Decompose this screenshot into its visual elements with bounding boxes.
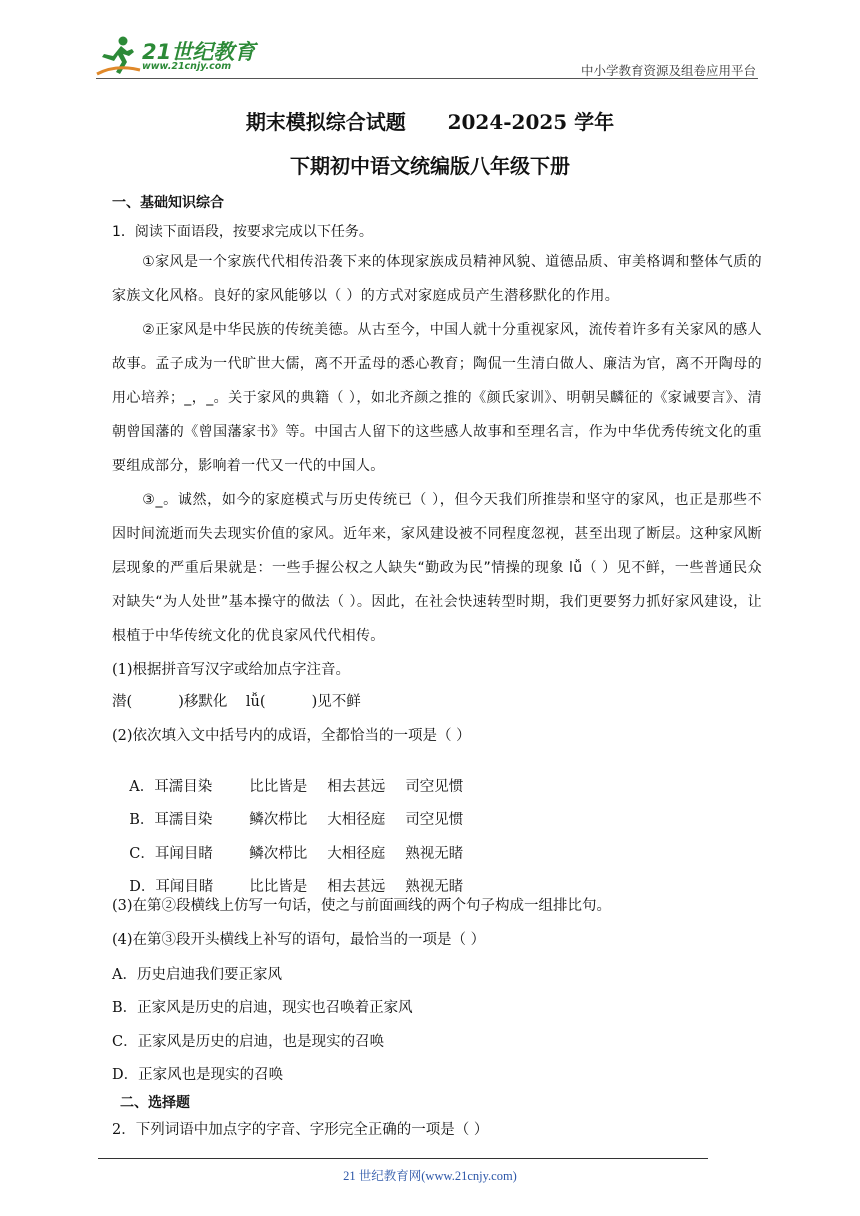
header-divider	[96, 78, 758, 79]
subquestion-2-option-a	[120, 759, 463, 796]
passage-paragraph-3	[112, 483, 762, 653]
option-text: 司空见惯	[405, 779, 464, 795]
option-text: 相去甚远	[327, 879, 386, 895]
option-text: C．耳闻目睹	[129, 846, 213, 862]
header-platform-text: 中小学教育资源及组卷应用平台	[580, 64, 756, 78]
question-2-stem: 2．下列词语中加点字的字音、字形完全正确的一项是（ ）	[112, 1122, 489, 1138]
subquestion-2-option-d	[120, 859, 463, 896]
subquestion-2-option-c	[120, 826, 463, 863]
passage-paragraph-2-text: ②正家风是中华民族的传统美德。从古至今，中国人就十分重视家风，流传着许多有关家风的感人故事。孟子成为一代旷世大儒，离不开孟母的悉心教育；陶侃一生清白做人、廉洁为官，离不开陶母的用心培养；_，_。关于家风的典籍（ ），如北齐颜之推的《颜氏家训》、明朝吴麟征的《家诫要言》、清朝曾国藩的《曾国藩家书》等。中国古人留下的这些感人故事和至理名言，作为中华优秀传统文化的重要组成部分，影响着一代又一代的中国人。	[112, 322, 762, 474]
section-heading-1: 一、基础知识综合	[112, 195, 224, 211]
page-header	[96, 34, 756, 80]
option-text: B．耳濡目染	[129, 812, 213, 828]
option-text: 熟视无睹	[405, 879, 464, 895]
passage-paragraph-3-text: ③_。诚然，如今的家庭模式与历史传统已（ ），但今天我们所推崇和坚守的家风，也正是那些不因时间流逝而失去现实价值的家风。近年来，家风建设被不同程度忽视，甚至出现了断层。这种家风断层现象的严重后果就是：一些手握公权之人缺失“勤政为民”情操的现象 lǚ（ ）见不鲜，一些普通民众对缺失“为人处世”基本操守的做法（ ）。因此，在社会快速转型时期，我们更要努力抓好家风建设，让根植于中华传统文化的优良家风代代相传。	[112, 492, 762, 644]
subquestion-1-answer-line: 潜( )移默化 lǚ( )见不鲜	[112, 694, 361, 710]
option-text: 司空见惯	[405, 812, 464, 828]
option-text: A．耳濡目染	[129, 779, 213, 795]
section-heading-2: 二、选择题	[120, 1095, 190, 1111]
subquestion-4-option-b: B．正家风是历史的启迪，现实也召唤着正家风	[112, 1000, 413, 1016]
option-text: 熟视无睹	[405, 846, 464, 862]
passage-paragraph-1-text: ①家风是一个家族代代相传沿袭下来的体现家族成员精神风貌、道德品质、审美格调和整体气质的家族文化风格。良好的家风能够以（ ）的方式对家庭成员产生潜移默化的作用。	[112, 254, 762, 304]
option-text: D．耳闻目睹	[129, 879, 214, 895]
subquestion-3: (3)在第②段横线上仿写一句话，使之与前面画线的两个句子构成一组排比句。	[112, 898, 612, 914]
logo	[96, 34, 266, 78]
subquestion-4-option-a: A．历史启迪我们要正家风	[112, 967, 282, 983]
subquestion-4-option-d: D．正家风也是现实的召唤	[112, 1067, 284, 1083]
option-text: 相去甚远	[327, 779, 386, 795]
subquestion-2-option-b	[120, 792, 463, 829]
subquestion-4-option-c: C．正家风是历史的启迪，也是现实的召唤	[112, 1034, 385, 1050]
subquestion-1: (1)根据拼音写汉字或给加点字注音。	[112, 662, 351, 678]
option-text: 大相径庭	[327, 846, 386, 862]
option-text: 鳞次栉比	[249, 812, 308, 828]
logo-url: www.21cnjy.com	[142, 61, 232, 72]
subquestion-2: (2)依次填入文中括号内的成语，全都恰当的一项是（ ）	[112, 728, 471, 744]
passage-paragraph-1	[112, 245, 762, 313]
option-text: 比比皆是	[249, 779, 308, 795]
page-title-line1: 期末模拟综合试题 2024-2025 学年	[245, 110, 615, 134]
footer-divider	[98, 1158, 708, 1159]
option-text: 大相径庭	[327, 812, 386, 828]
subquestion-4: (4)在第③段开头横线上补写的语句，最恰当的一项是（ ）	[112, 932, 486, 948]
option-text: 鳞次栉比	[249, 846, 308, 862]
runner-logo-icon	[96, 34, 142, 78]
passage-paragraph-2	[112, 313, 762, 483]
question-1-stem: 1．阅读下面语段，按要求完成以下任务。	[112, 224, 373, 240]
option-text: 比比皆是	[249, 879, 308, 895]
logo-text: 21世纪教育	[142, 40, 256, 64]
page-title-line2: 下期初中语文统编版八年级下册	[290, 154, 570, 178]
page-footer: 21 世纪教育网(www.21cnjy.com)	[343, 1169, 517, 1183]
